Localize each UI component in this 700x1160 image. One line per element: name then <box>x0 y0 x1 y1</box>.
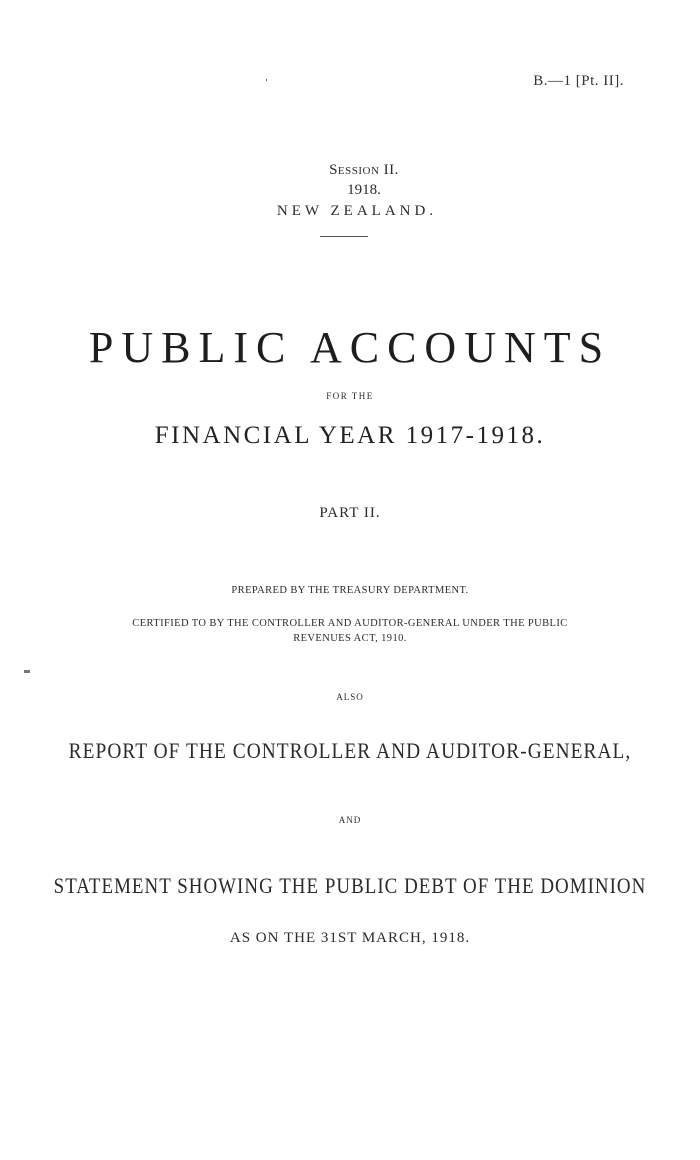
part-label: PART II. <box>319 505 381 521</box>
report-title: REPORT OF THE CONTROLLER AND AUDITOR-GENERAL, <box>68 738 632 763</box>
revenues-act-line: REVENUES ACT, 1910. <box>293 633 407 644</box>
financial-year-title: FINANCIAL YEAR 1917-1918. <box>154 422 546 449</box>
session-year: 1918. <box>347 182 381 198</box>
as-on-date-line: AS ON THE 31ST MARCH, 1918. <box>229 930 471 946</box>
statement-title: STATEMENT SHOWING THE PUBLIC DEBT OF THE DOMINION <box>53 873 647 898</box>
also-label: ALSO <box>336 692 364 702</box>
print-speck <box>24 670 30 673</box>
divider-rule <box>320 236 368 237</box>
page-title: PUBLIC ACCOUNTS <box>88 323 612 372</box>
session-label: Session II. <box>329 162 399 178</box>
country-name: NEW ZEALAND. <box>276 203 438 219</box>
print-speck <box>266 79 267 81</box>
certified-line: CERTIFIED TO BY THE CONTROLLER AND AUDITOR-GENERAL UNDER THE PUBLIC <box>132 618 568 629</box>
for-the-label: FOR THE <box>326 391 374 401</box>
and-label: AND <box>338 815 362 825</box>
prepared-by-line: PREPARED BY THE TREASURY DEPARTMENT. <box>231 585 469 596</box>
document-reference: B.—1 [Pt. II]. <box>533 73 624 89</box>
